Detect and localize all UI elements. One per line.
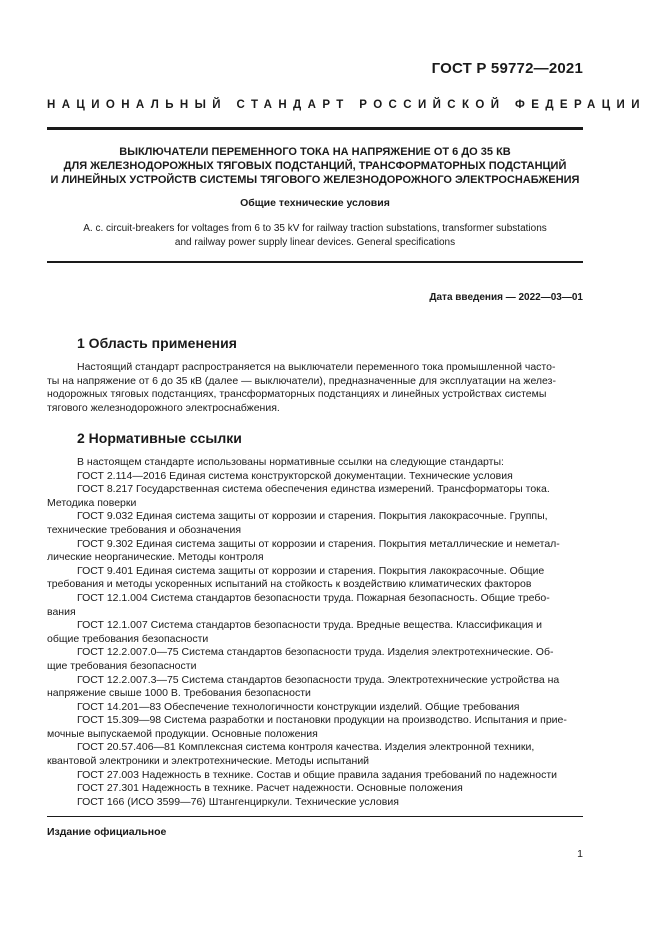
reference-line: напряжение свыше 1000 В. Требования безопасности [47, 687, 311, 700]
reference-item [47, 592, 583, 619]
reference-line: ГОСТ 27.003 Надежность в технике. Состав и общие правила задания требований по надежности [77, 768, 557, 781]
paragraph-line: Настоящий стандарт распространяется на выключатели переменного тока промышленной часто- [77, 361, 556, 373]
reference-line: ГОСТ 12.1.007 Система стандартов безопасности труда. Вредные вещества. Классификация и [77, 619, 543, 632]
reference-item [47, 741, 583, 768]
title-line: И ЛИНЕЙНЫХ УСТРОЙСТВ СИСТЕМЫ ТЯГОВОГО ЖЕЛЕЗНОДОРОЖНОГО ЭЛЕКТРОСНАБЖЕНИЯ [50, 174, 580, 186]
references-list [47, 456, 583, 809]
reference-line: ГОСТ 9.032 Единая система защиты от коррозии и старения. Покрытия лакокрасочные. Группы, [77, 510, 548, 523]
reference-item [47, 565, 583, 592]
page-number: 1 [577, 848, 583, 860]
section-heading: 2 Нормативные ссылки [77, 430, 242, 446]
title-rule [47, 261, 583, 263]
reference-line: Методика поверки [47, 496, 137, 509]
reference-line: квантовой электроники и электротехнические. Методы испытаний [47, 755, 370, 768]
reference-line: ГОСТ 8.217 Государственная система обеспечения единства измерений. Трансформаторы тока. [77, 483, 550, 496]
reference-item [47, 674, 583, 701]
introduction-date: Дата введения — 2022—03—01 [429, 292, 583, 303]
reference-item [47, 510, 583, 537]
reference-line: ГОСТ 14.201—83 Обеспечение технологичности конструкции изделий. Общие требования [77, 700, 520, 713]
title-line: ДЛЯ ЖЕЛЕЗНОДОРОЖНЫХ ТЯГОВЫХ ПОДСТАНЦИЙ, ТРАНСФОРМАТОРНЫХ ПОДСТАНЦИЙ [63, 160, 567, 172]
section-scope [47, 334, 583, 415]
references-lead: В настоящем стандарте использованы нормативные ссылки на следующие стандарты: [77, 456, 504, 468]
reference-item [47, 796, 583, 810]
footer-rule [47, 816, 583, 817]
reference-item [47, 619, 583, 646]
national-standard-title: НАЦИОНАЛЬНЫЙ СТАНДАРТ РОССИЙСКОЙ ФЕДЕРАЦИИ [47, 99, 646, 111]
official-edition-label: Издание официальное [47, 826, 167, 838]
document-subtitle: Общие технические условия [240, 197, 390, 209]
reference-item [47, 714, 583, 741]
reference-line: ГОСТ 166 (ИСО 3599—76) Штангенциркули. Технические условия [77, 795, 399, 808]
english-title [47, 222, 583, 250]
reference-line: общие требования безопасности [47, 632, 209, 645]
reference-line: вания [47, 605, 76, 618]
reference-line: ГОСТ 9.401 Единая система защиты от коррозии и старения. Покрытия лакокрасочные. Общие [77, 564, 545, 577]
header-rule [47, 127, 583, 130]
reference-item [47, 701, 583, 715]
section-normative-references [47, 429, 583, 809]
english-title-line: A. c. circuit-breakers for voltages from 6 to 35 kV for railway traction substations, transformer substations [83, 223, 547, 234]
reference-line: мочные выпускаемой продукции. Основные положения [47, 727, 318, 740]
reference-line: ГОСТ 9.302 Единая система защиты от коррозии и старения. Покрытия металлические и неметал- [77, 537, 560, 550]
reference-item [47, 646, 583, 673]
paragraph-line: ты на напряжение от 6 до 35 кВ (далее — выключатели), предназначенные для эксплуатации на желез- [47, 374, 556, 387]
paragraph-line: нодорожных тяговых подстанциях, трансформаторных подстанциях и линейных устройствах системы [47, 388, 547, 401]
english-title-line: and railway power supply linear devices. General specifications [174, 237, 456, 248]
reference-line: ГОСТ 12.2.007.0—75 Система стандартов безопасности труда. Изделия электротехнические. Об- [77, 646, 554, 659]
reference-line: лические неорганические. Методы контроля [47, 551, 264, 564]
reference-line: ГОСТ 15.309—98 Система разработки и постановки продукции на производство. Испытания и прие- [77, 714, 567, 727]
reference-line: ГОСТ 12.2.007.3—75 Система стандартов безопасности труда. Электротехнические устройства на [77, 673, 560, 686]
reference-line: ГОСТ 20.57.406—81 Комплексная система контроля качества. Изделия электронной техники, [77, 741, 535, 754]
section-paragraph [47, 361, 583, 415]
reference-item [47, 769, 583, 783]
document-title [47, 145, 583, 187]
section-heading: 1 Область применения [77, 335, 237, 351]
reference-line: ГОСТ 2.114—2016 Единая система конструкторской документации. Технические условия [77, 469, 513, 482]
title-line: ВЫКЛЮЧАТЕЛИ ПЕРЕМЕННОГО ТОКА НА НАПРЯЖЕНИЕ ОТ 6 ДО 35 КВ [119, 146, 511, 158]
reference-line: требования и методы ускоренных испытаний на стойкость к воздействию климатических факторов [47, 578, 532, 591]
reference-line: щие требования безопасности [47, 659, 197, 672]
reference-line: ГОСТ 27.301 Надежность в технике. Расчет надежности. Основные положения [77, 782, 463, 795]
gost-number: ГОСТ Р 59772—2021 [431, 60, 583, 77]
reference-item [47, 470, 583, 484]
paragraph-line: тягового железнодорожного электроснабжения. [47, 401, 280, 414]
reference-line: ГОСТ 12.1.004 Система стандартов безопасности труда. Пожарная безопасность. Общие требо- [77, 591, 550, 604]
reference-line: технические требования и обозначения [47, 523, 242, 536]
reference-item [47, 782, 583, 796]
reference-item [47, 483, 583, 510]
reference-item [47, 538, 583, 565]
